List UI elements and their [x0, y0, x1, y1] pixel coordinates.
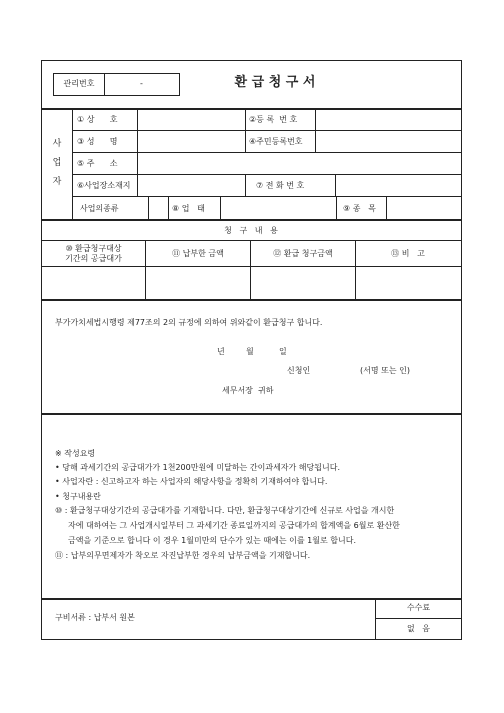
instruction-item-10-line2: 자에 대하여는 그 사업개시일부터 그 과세기간 종료일까지의 공급대가의 합계액을 6월로 환산한 [68, 521, 400, 530]
business-item-label: ⑨ 종 목 [343, 204, 376, 213]
claim-refund-amount-field[interactable] [251, 267, 354, 298]
instruction-bullet-3: • 청구내용란 [55, 492, 101, 501]
required-documents: 구비서류 : 납부서 원본 [55, 613, 135, 622]
declaration-text: 부가가치세법시행령 제77조의 2의 규정에 의하여 위와같이 환급청구 합니다. [55, 318, 323, 327]
claim-col3-header: ⑫ 환급 청구금액 [273, 249, 333, 258]
instruction-item-11: ⑪ : 납부의무면제자가 착오로 자진납부한 경우의 납부금액을 기재합니다. [55, 551, 311, 560]
representative-name-field[interactable] [138, 131, 244, 151]
claim-col2-header: ⑪ 납부한 금액 [172, 249, 224, 258]
applicant-side-char-3: 자 [52, 177, 62, 187]
business-name-field[interactable] [138, 109, 244, 129]
date-year: 년 [217, 347, 225, 356]
signature-label: (서명 또는 인) [360, 366, 410, 375]
address-field[interactable] [138, 153, 460, 173]
management-number-label: 관리번호 [63, 79, 95, 88]
claim-section-title: 청 구 내 용 [224, 226, 278, 235]
address-label: ⑤ 주 소 [77, 159, 118, 168]
claim-col1-header-line1: ⑩ 환급청구대상 [65, 244, 122, 253]
date-month: 월 [246, 347, 254, 356]
registration-number-field[interactable] [316, 109, 460, 129]
fee-label: 수수료 [406, 603, 431, 612]
representative-name-label: ③ 성 명 [77, 137, 118, 146]
instructions-heading: ※ 작성요령 [55, 449, 96, 458]
claim-remarks-field[interactable] [356, 267, 460, 298]
business-name-label: ① 상 호 [77, 115, 118, 124]
instruction-bullet-2: • 사업자란 : 신고하고자 하는 사업자의 해당사항을 정확히 기재하여야 합니다. [55, 477, 328, 486]
fee-value: 없 음 [406, 624, 431, 633]
applicant-side-char-2: 업 [52, 158, 62, 168]
business-kind-label: 사업의종류 [80, 204, 119, 213]
resident-number-field[interactable] [316, 131, 460, 151]
instruction-item-10-line3: 금액을 기준으로 합니다 이 경우 1월미만의 단수가 있는 때에는 이를 1월로 합니다. [68, 536, 356, 545]
resident-number-label: ④주민등록번호 [249, 137, 303, 146]
recipient-label: 세무서장 귀하 [222, 386, 274, 395]
claim-paid-amount-field[interactable] [146, 267, 249, 298]
claim-col4-header: ⑬ 비 고 [391, 249, 425, 258]
management-number-value: - [140, 79, 143, 88]
date-day: 일 [279, 347, 287, 356]
phone-field[interactable] [336, 175, 460, 195]
registration-number-label: ②등 록 번 호 [249, 115, 298, 124]
business-type-label: ⑧ 업 태 [172, 204, 205, 213]
instruction-bullet-1: • 당해 과세기간의 공급대가가 1천200만원에 미달하는 간이과세자가 해당됩니다. [55, 463, 340, 472]
claim-period-supply-field[interactable] [42, 267, 144, 298]
applicant-signer-label: 신청인 [287, 366, 311, 375]
business-location-label: ⑥사업장소재지 [77, 181, 131, 190]
claim-col1-header-line2: 기간의 공급대가 [65, 254, 122, 263]
phone-label: ⑦ 전 화 번 호 [256, 181, 305, 190]
form-title: 환 급 청 구 서 [234, 75, 316, 90]
business-location-field[interactable] [138, 175, 244, 195]
business-item-field[interactable] [387, 197, 460, 218]
instruction-item-10-line1: ⑩ : 환급청구대상기간의 공급대가를 기재합니다. 다만, 환급청구대상기간에 신규로 사업을 개시한 [55, 506, 395, 515]
business-type-field[interactable] [221, 197, 335, 218]
applicant-side-char-1: 사 [52, 139, 62, 149]
